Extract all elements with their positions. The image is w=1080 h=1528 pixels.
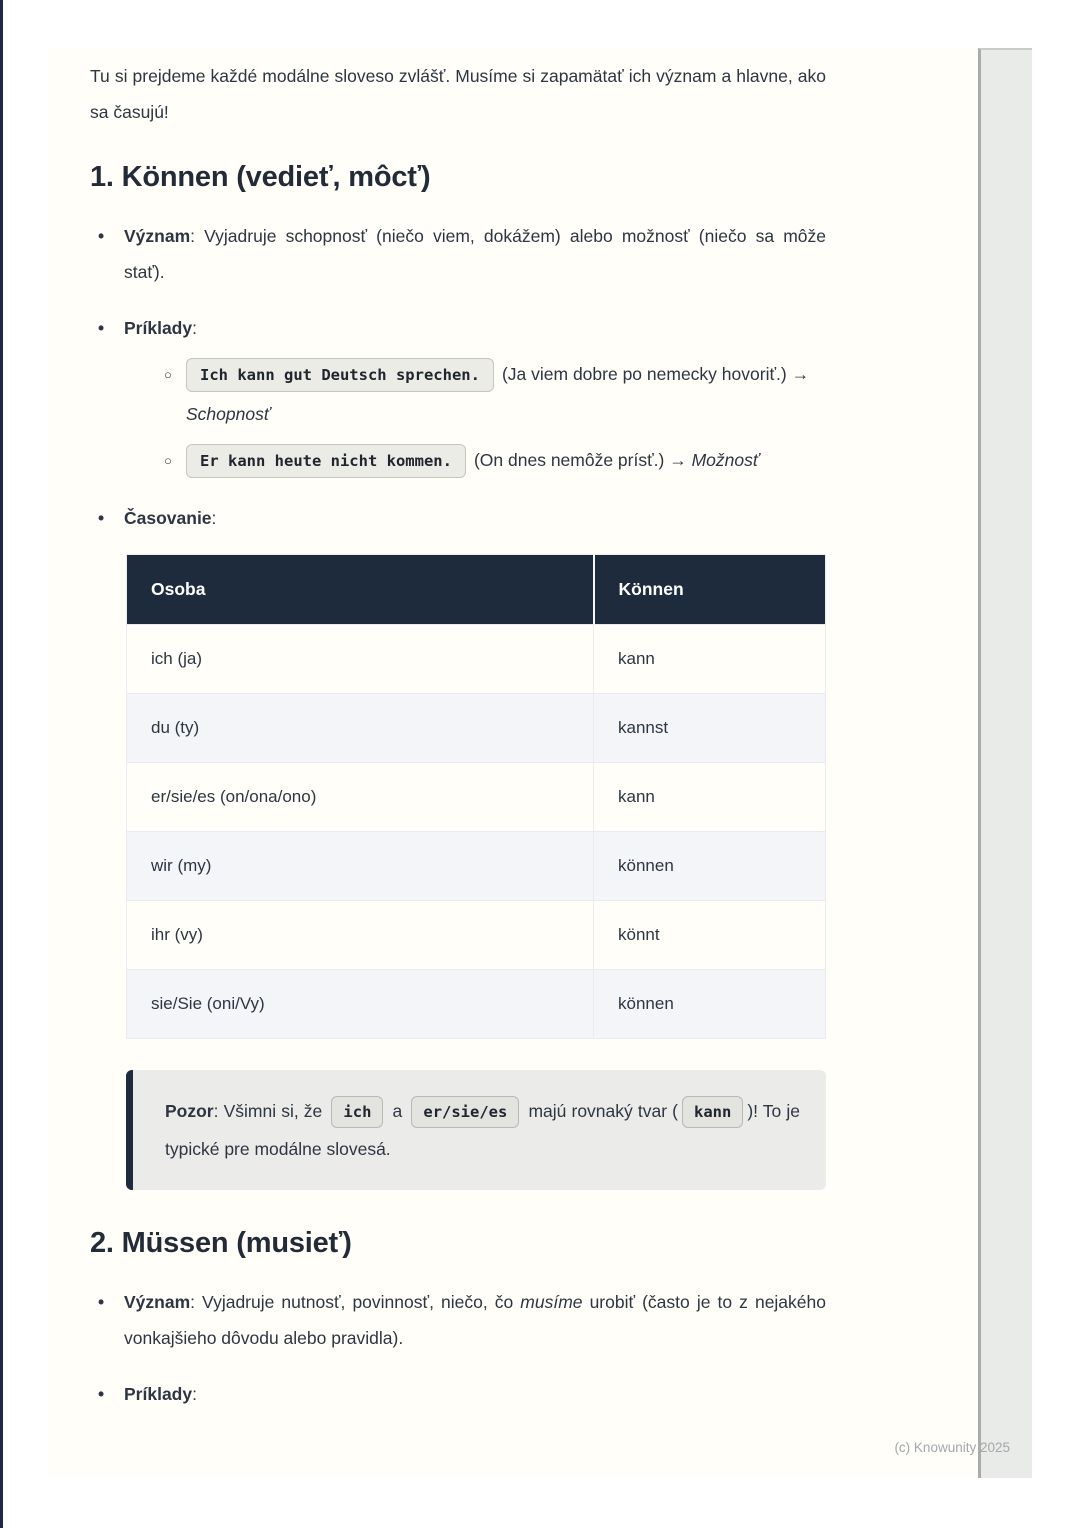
- priklady-label: Príklady: [124, 1384, 193, 1404]
- column-header-osoba: Osoba: [127, 555, 594, 625]
- page-left-accent-line: [0, 0, 3, 1528]
- bullet-icon: •: [98, 318, 105, 338]
- example-translation: (On dnes nemôže prísť.) →: [473, 450, 692, 470]
- bullet-icon: •: [98, 226, 105, 246]
- vyznam-label: Význam: [124, 1292, 191, 1312]
- cell-person: sie/Sie (oni/Vy): [127, 970, 594, 1039]
- table-row: [127, 625, 826, 694]
- list-item-vyznam-2: [90, 1284, 826, 1356]
- example-translation: (Ja viem dobre po nemecky hovoriť.) →: [501, 364, 810, 384]
- document-content: [48, 48, 826, 1412]
- bullet-icon: •: [98, 1384, 105, 1404]
- table-row: [127, 763, 826, 832]
- table-header-row: [127, 555, 826, 625]
- vyznam-text: : Vyjadruje nutnosť, povinnosť, niečo, čo: [190, 1292, 521, 1312]
- cell-person: er/sie/es (on/ona/ono): [127, 763, 594, 832]
- cell-person: wir (my): [127, 832, 594, 901]
- section-1-list: [90, 218, 826, 536]
- vyznam-text: urobiť (často je to z nejakého vonkajšieho dôvodu alebo pravidla).: [124, 1292, 826, 1348]
- copyright-watermark: (c) Knowunity 2025: [894, 1440, 1010, 1455]
- bullet-icon: •: [98, 508, 105, 528]
- pozor-label: Pozor: [165, 1101, 214, 1121]
- cell-person: ich (ja): [127, 625, 594, 694]
- conjugation-table: [126, 554, 826, 1039]
- circle-bullet-icon: ○: [164, 453, 172, 468]
- table-row: [127, 970, 826, 1039]
- section-1-heading: 1. Können (vedieť, môcť): [90, 161, 431, 193]
- example-tag: Schopnosť: [186, 404, 271, 424]
- cell-person: du (ty): [127, 694, 594, 763]
- section-2-heading: 2. Müssen (musieť): [90, 1227, 352, 1259]
- list-item-casovanie: [90, 500, 826, 536]
- casovanie-label: Časovanie: [124, 508, 212, 528]
- list-item-vyznam: [90, 218, 826, 290]
- callout-text: majú rovnaký tvar (: [523, 1101, 678, 1121]
- inline-code-chip: er/sie/es: [411, 1096, 519, 1128]
- bullet-icon: •: [98, 1292, 105, 1312]
- scrollbar-track[interactable]: [978, 48, 1032, 1478]
- section-2-list: [90, 1284, 826, 1412]
- german-sentence-chip: Er kann heute nicht kommen.: [186, 444, 466, 478]
- circle-bullet-icon: ○: [164, 367, 172, 382]
- callout-text: a: [387, 1101, 408, 1121]
- conjugation-table-wrap: [126, 554, 826, 1039]
- cell-form: könnt: [594, 901, 826, 970]
- priklady-colon: :: [192, 318, 197, 338]
- pozor-callout: [126, 1070, 826, 1190]
- callout-text: )! To je typické pre modálne slovesá.: [165, 1101, 800, 1159]
- casovanie-colon: :: [211, 508, 217, 528]
- table-row: [127, 832, 826, 901]
- column-header-konnen: Können: [594, 555, 826, 625]
- priklady-colon: :: [192, 1384, 197, 1404]
- example-tag: Možnosť: [691, 450, 760, 470]
- example-item: [124, 354, 826, 434]
- list-item-priklady: [90, 310, 826, 480]
- example-item: [124, 440, 826, 480]
- vyznam-label: Význam: [124, 226, 191, 246]
- table-row: [127, 901, 826, 970]
- intro-paragraph: Tu si prejdeme každé modálne sloveso zvlášť. Musíme si zapamätať ich význam a hlavne, ako sa časujú!: [90, 66, 826, 122]
- german-sentence-chip: Ich kann gut Deutsch sprechen.: [186, 358, 494, 392]
- priklady-label: Príklady: [124, 318, 193, 338]
- cell-form: kannst: [594, 694, 826, 763]
- table-row: [127, 694, 826, 763]
- cell-form: kann: [594, 763, 826, 832]
- vyznam-text: : Vyjadruje schopnosť (niečo viem, dokážem) alebo možnosť (niečo sa môže stať).: [124, 226, 826, 282]
- cell-form: kann: [594, 625, 826, 694]
- inline-code-chip: kann: [682, 1096, 743, 1128]
- inline-code-chip: ich: [331, 1096, 383, 1128]
- cell-form: können: [594, 832, 826, 901]
- examples-list: [124, 354, 826, 480]
- vyznam-italic-word: musíme: [520, 1292, 583, 1312]
- cell-person: ihr (vy): [127, 901, 594, 970]
- document-page: [48, 48, 977, 1478]
- callout-text: : Všimni si, že: [213, 1101, 328, 1121]
- cell-form: können: [594, 970, 826, 1039]
- list-item-priklady-2: [90, 1376, 826, 1412]
